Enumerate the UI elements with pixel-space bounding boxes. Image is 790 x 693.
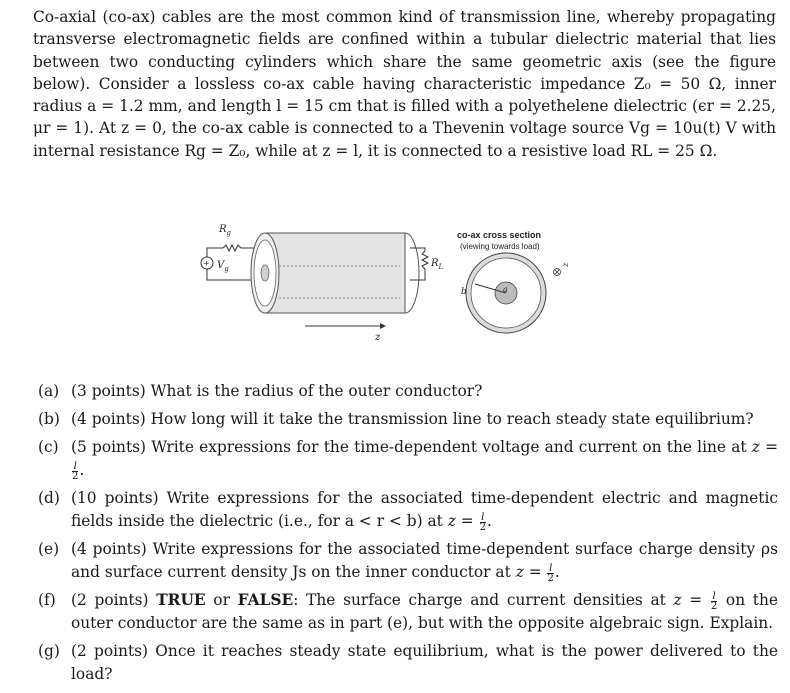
coax-figure (195, 218, 595, 343)
cable-body (265, 233, 405, 313)
cross-section-title: co-ax cross section (457, 230, 542, 240)
part-label: (e) (38, 540, 60, 558)
part-label: (b) (38, 410, 60, 428)
fraction-l-over-2: $\frac{l}{2}$ (710, 590, 718, 612)
part-label: (f) (38, 591, 56, 609)
part-d: (d) (10 points) Write expressions for the associated time-dependent electric and magnetic fields inside the dielectric (i.e., for a < r < b) at z = $\frac{l}{2}$ . (38, 489, 778, 533)
part-label: (d) (38, 489, 60, 507)
part-g: (g) (2 points) Once it reaches steady state equilibrium, what is the power delivered to the load? (38, 642, 778, 683)
z-cross-label: z (561, 262, 570, 267)
fraction-l-over-2: $\frac{l}{2}$ (547, 562, 554, 584)
part-e: (e) (4 points) Write expressions for the associated time-dependent surface charge density ρs and surface current density Js on the inner conductor at z = $\frac{l}{2}$ . (38, 540, 779, 584)
part-b: (b) (4 points) How long will it take the transmission line to reach steady state equilibrium? (38, 408, 778, 431)
z-axis-label: z (375, 332, 381, 343)
problem-intro-text: Co-axial (co-ax) cables are the most common kind of transmission line, whereby propagating transverse electromagnetic fields are confined within a tubular dielectric material that lies between two conducting cylinders which share the same geometric axis (see the figure below). Consider a lossless co-ax cable having characteristic impedance Z₀ = 50 Ω, inner radius a = 1.2 mm, and length l = 15 cm that is filled with a polyethelene dielectric (ϵr = 2.25, μr = 1). At z = 0, the co-ax cable is connected to a Thevenin voltage source Vg = 10u(t) V with internal resistance Rg = Z₀, while at z = l, it is connected to a resistive load RL = 25 Ω. (33, 8, 776, 160)
b-label: b (461, 287, 467, 297)
problem-intro (6, 6, 776, 162)
part-label: (a) (38, 382, 60, 400)
cross-section-subtitle: (viewing towards load) (460, 242, 540, 251)
fraction-l-over-2: $\frac{l}{2}$ (479, 511, 486, 533)
a-label: a (503, 285, 508, 294)
rg-label: $R_g$ (219, 224, 232, 237)
part-c: (c) (5 points) Write expressions for the time-dependent voltage and current on the line at z = $\frac{l}{2}$ . (38, 438, 778, 482)
inner-conductor-end (261, 265, 269, 281)
source-plus-icon: + (203, 259, 210, 268)
problem-number (6, 6, 33, 28)
problem-statement (6, 6, 776, 162)
part-label: (c) (38, 438, 59, 456)
question-parts (38, 380, 778, 691)
rl-resistor-icon (422, 251, 428, 269)
part-label: (g) (38, 642, 60, 660)
fraction-l-over-2: $\frac{l}{2}$ (72, 460, 79, 482)
rl-label: $R_L$ (431, 258, 444, 271)
vg-label: $V_g$ (217, 260, 229, 273)
part-a: (a) (3 points) What is the radius of the outer conductor? (38, 380, 778, 403)
coax-diagram (195, 218, 595, 343)
part-f: (f) (2 points) TRUE or FALSE: The surface charge and current densities at z = $\frac{l}{2}$ on the outer conductor are the same as in part (e), but with the opposite algebraic sign. Explain. (38, 590, 778, 632)
